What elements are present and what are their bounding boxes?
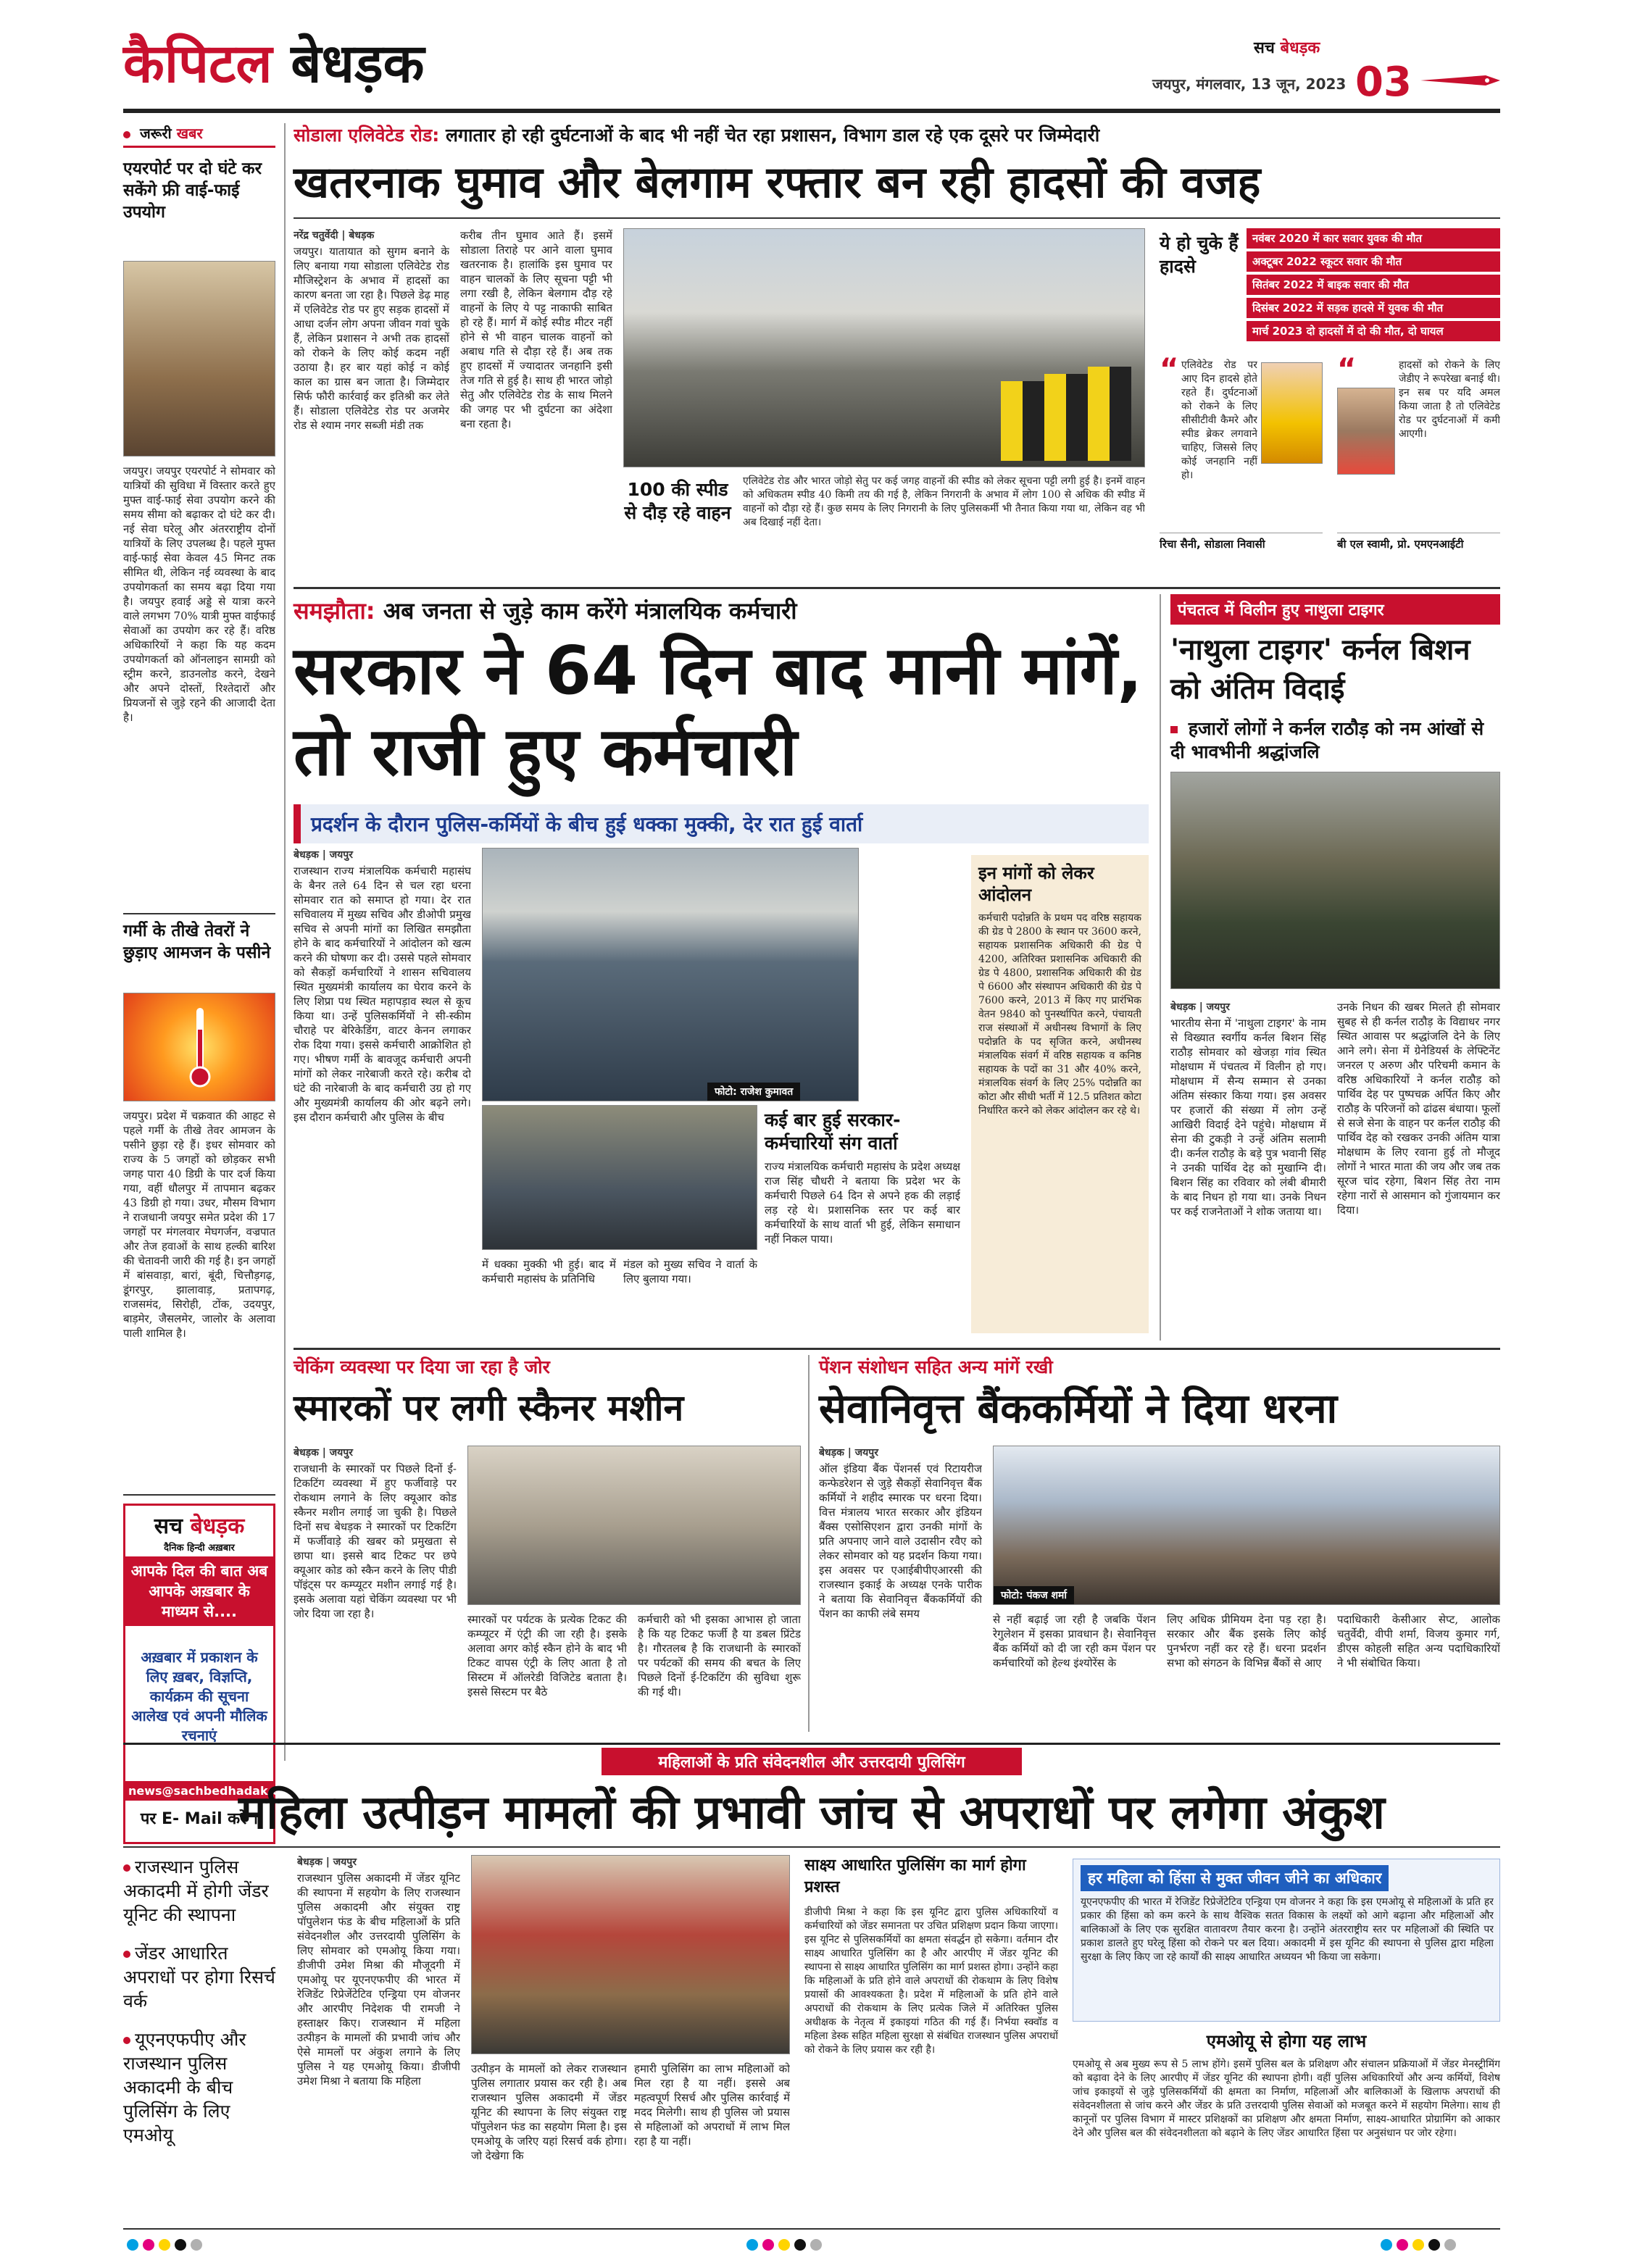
story6-rule: [123, 1846, 1500, 1848]
quote2-name: बी एल स्वामी, प्रो. एमएनआईटी: [1337, 533, 1500, 551]
quote2-block: [1337, 353, 1500, 576]
story5-col2: से नहीं बढ़ाई जा रही है जबकि पेंशन रेगुलेशन में इसका प्रावधान है। सेवानिवृत्त बैंक कर्मियों को दी जा रही कम पेंशन पर कर्मचारियों को हेल्थ इंश्योरेंस के: [993, 1613, 1156, 1669]
brand-small-1: सच: [1254, 39, 1275, 57]
brand-small-2: बेधड़क: [1280, 39, 1320, 57]
quote-mark-icon: “: [1160, 353, 1179, 386]
story5-col4: पदाधिकारी केसीआर सेप्ट, आलोक चतुर्वेदी, वीपी शर्मा, विजय कुमार गर्ग, डीएस कोहली सहित अन्य पदाधिकारियों ने भी संबोधित किया।: [1337, 1613, 1500, 1669]
story3-kicker: पंचतत्व में विलीन हुए नाथुला टाइगर: [1170, 594, 1500, 625]
story4-headline: स्मारकों पर लगी स्कैनर मशीन: [294, 1387, 684, 1429]
story1-headline: खतरनाक घुमाव और बेलगाम रफ्तार बन रही हादसों की वजह: [294, 157, 1261, 208]
bullet-icon: [123, 2037, 130, 2044]
story3: [1170, 594, 1500, 1341]
story2-col3: मंडल को मुख्य सचिव ने वार्ता के लिए बुलाया गया।: [623, 1258, 757, 1285]
heat-headline: गर्मी के तीखे तेवरों ने छुड़ाए आमजन के पसीने: [123, 922, 271, 962]
ad-cta: पर E- Mail करें ।: [140, 1810, 259, 1828]
quote1-block: [1160, 353, 1323, 576]
quote1-photo: [1261, 362, 1323, 464]
story6-byline: बेधड़क | जयपुर: [297, 1856, 357, 1868]
registration-dots-right: [1381, 2239, 1460, 2254]
accident-item: मार्च 2023 दो हादसों में दो की मौत, दो घायल: [1247, 321, 1500, 341]
ad-brand-2: बेधड़क: [190, 1514, 245, 1539]
story5-kicker: पेंशन संशोधन सहित अन्य मांगें रखी: [819, 1356, 1053, 1377]
thermometer-icon: [189, 1008, 211, 1088]
story3-subhead: [1170, 717, 1500, 764]
quote1-text: एलिवेटेड रोड पर आए दिन हादसे होते रहते हैं। दुर्घटनाओं को रोकने के लिए सीसीटीवी कैमरे और स्पीड ब्रेकर लगवाने चाहिए, जिससे लिए कोई जनहानि नहीं हो।: [1181, 359, 1257, 481]
story1-photo-badge: 100 की स्पीड से दौड़ रहे वाहन: [624, 479, 731, 523]
story5-headline: सेवानिवृत्त बैंककर्मियों ने दिया धरना: [819, 1385, 1338, 1433]
accidents-list: [1247, 228, 1500, 344]
divider-left-2: [123, 1494, 275, 1496]
demands-body: कर्मचारी पदोन्नति के प्रथम पद वरिष्ठ सहायक की ग्रेड पे 2800 के स्थान पर 3600 करने, सहायक प्रशासनिक अधिकारी की ग्रेड पे 4200, अतिरिक्त प्रशासनिक अधिकारी की ग्रेड पे 4800, प्रशासनिक अधिकारी की ग्रेड पे 6600 और संस्थापन अधिकारी की ग्रेड पे 7600 करने, 2013 में किए गए प्रारंभिक वेतन 9840 को पुनर्स्थापित करने, पंचायती राज संस्थाओं में अधीनस्थ विभागों के लिए पदोन्नति के पद सृजित करने, अधीनस्थ मंत्रालयिक संवर्ग में वरिष्ठ सहायक व कनिष्ठ सहायक के पदों का 31 और 40% करने, मंत्रालयिक संवर्ग के लिए 25% पदोन्नति का कोटा और सीधी भर्ती में 12.5 प्रतिशत कोटा निर्धारित करने को लेकर आंदोलन कर रहे थे।: [978, 912, 1141, 1117]
section-label: [123, 123, 275, 148]
masthead-rule: [123, 109, 1500, 113]
logo-part2: बेधड़क: [291, 33, 425, 95]
story6-col1: [297, 1855, 460, 2217]
ad-line2: अख़बार में प्रकाशन के लिए ख़बर, विज्ञप्ति, कार्यक्रम की सूचना आलेख एवं अपनी मौलिक रचनाएं: [131, 1648, 267, 1744]
story5-col3: लिए अधिक प्रीमियम देना पड़ रहा है। सरकार और बैंक इसके लिए कोई पुनर्भरण नहीं कर रहे हैं। धरना प्रदर्शन सभा को संगठन के विभिन्न बैंकों से आए: [1167, 1613, 1326, 1669]
story2-col1: [294, 848, 471, 1333]
story1-body-col1: जयपुर। यातायात को सुगम बनाने के लिए बनाया गया सोडाला एलिवेटेड रोड मौजिस्ट्रेशन के अभाव में हादसों का कारण बनता जा रहा है। पिछले डेढ़ माह में एलिवेटेड रोड पर हुए सड़क हादसों में आधा दर्जन लोग अपना जीवन गवां चुके हैं, लेकिन प्रशासन ने अभी तक हादसों को रोकने के लिए कोई कदम नहीं उठाया है। हर बार यहां कोई न कोई काल का ग्रास बन जाता है। जिम्मेदार सिर्फ फौरी कार्रवाई कर इतिश्री कर लेते हैं। सोडाला एलिवेटेड रोड पर अजमेर रोड से श्याम नगर सब्जी मंडी तक: [294, 245, 449, 432]
registration-dot-icon: [1412, 2239, 1424, 2251]
registration-dot-icon: [1428, 2239, 1440, 2251]
story2-subhead: प्रदर्शन के दौरान पुलिस-कर्मियों के बीच हुई धक्का मुक्की, देर रात हुई वार्ता: [294, 804, 1149, 843]
evidence-headline: साक्ष्य आधारित पुलिसिंग का मार्ग होगा प्रशस्त: [804, 1856, 1026, 1896]
story5-col1: [819, 1446, 982, 1725]
demands-box: [971, 855, 1149, 1333]
story6-bullet-item: राजस्थान पुलिस अकादमी में होगी जेंडर यूनिट की स्थापना: [123, 1856, 269, 1925]
section-bullet-icon: [123, 131, 130, 138]
story6-headline: महिला उत्पीड़न मामलों की प्रभावी जांच से अपराधों पर लगेगा अंकुश: [238, 1786, 1385, 1840]
story4-right-divider: [808, 1355, 810, 1732]
story3-col2: उनके निधन की खबर मिलते ही सोमवार सुबह से ही कर्नल राठौड़ के विद्याधर नगर स्थित आवास पर श्रद्धांजलि देने के लिए आने लगे। सेना में ग्रेनेडियर्स के लेफ्टिनेंट जनरल ए अरुण और परिचमी कमान के वरिष्ठ अधिकारियों ने कर्नल राठौड़ को पार्थिव देह पर पुष्पचक्र अर्पित किए और राठौड़ के परिजनों को ढांढस बंधाया। फूलों से सजे सेना के वाहन पर कर्नल राठौड़ की पार्थिव देह को रखकर उनकी अंतिम यात्रा मोक्षधाम के लिए रवाना हुई तो मौजूद लोगों ने भारत माता की जय और जब तक सूरज चांद रहेगा, बिशन सिंह तेरा नाम रहेगा नारों से आसमान को गुंजायमान कर दिया।: [1337, 1001, 1500, 1217]
mou-body: एमओयू से अब मुख्य रूप से 5 लाभ होंगे। इसमें पुलिस बल के प्रशिक्षण और संचालन प्रक्रियाओं में जेंडर मेनस्ट्रीमिंग को बढ़ावा देने के लिए आरपीए में जेंडर यूनिट की स्थापना होगी। वहीं पुलिस अधिकारियों और अन्य कर्मियों, विशेष जांच इकाइयों से जुड़े पुलिसकर्मियों की क्षमता का निर्माण, महिलाओं और बालिकाओं के खिलाफ अपराधों की संवेदनशीलता से जांच करने और जेंडर के प्रति उत्तरदायी पुलिस सेवाओं को मजबूत करने में सहयोग मिलेगा। साथ ही कानूनों पर पुलिस विभाग में मास्टर प्रशिक्षकों का प्रशिक्षण और क्षमता निर्माण, साक्ष्य-आधारित प्रोग्रामिंग को आकार देने और पुलिस बल की संवेदनशीलता को बढ़ाने के लिए जेंडर आधारित हिंसा पर अनुसंधान पर जोर रहेगा।: [1073, 2059, 1500, 2139]
story4-col2: स्मारकों पर पर्यटक के प्रत्येक टिकट की कम्प्यूटर में एंट्री की जा रही है। इसके अलावा अगर कोई स्कैन होने के बाद भी टिकट वापस एंट्री के लिए आता है तो सिस्टम में ऑलरेडी विजिटेड बताता है। इससे सिस्टम पर बैठे: [467, 1613, 627, 1698]
registration-dot-icon: [778, 2239, 790, 2251]
registration-dot-icon: [1397, 2239, 1408, 2251]
subhead-bullet-icon: [1170, 726, 1178, 733]
story3-photo: [1170, 772, 1500, 989]
ad-tagline: दैनिक हिन्दी अख़बार: [164, 1543, 235, 1554]
story3-headline: 'नाथुला टाइगर' कर्नल बिशन को अंतिम विदाई: [1170, 633, 1470, 706]
wifi-headline: एयरपोर्ट पर दो घंटे कर सकेंगे फ्री वाई-फाई उपयोग: [123, 159, 262, 222]
story1-col2: करीब तीन घुमाव आते हैं। इसमें सोडाला तिराहे पर आने वाला घुमाव खतरनाक है। हालांकि इस घुमाव पर वाहन चालकों के लिए सूचना पट्टी भी लगा रखी है, लेकिन बेलगाम दौड़ रहे वाहनों के लिए ये पट्ट नाकाफी साबित हो रहे हैं। मार्ग में कोई स्पीड मीटर नहीं होने से भी वाहन चालक वाहनों को अबाध गति से दौड़ा रहे हैं। अब तक हुए हादसों में ज्यादातर जनहानि इसी तेज गति से हुई है। साथ ही भारत जोड़ो सेतु और एलिवेटेड रोड के साथ मिलने की जगह पर भी दुर्घटना का अंदेशा बना रहता है।: [460, 229, 612, 430]
story1-rule: [294, 217, 1500, 219]
masthead-logo: [123, 29, 424, 99]
quote-mark-icon: “: [1337, 353, 1357, 386]
story4-body-col1: राजधानी के स्मारकों पर पिछले दिनों ई- टिकटिंग व्यवस्था में हुए फर्जीवाड़े पर रोकथाम लगाने के लिए क्यूआर कोड स्कैनर मशीन लगाई जा चुकी है। पिछले दिनों सच बेधड़क ने स्मारकों पर टिकटिंग में फर्जीवाड़े की खबर को प्रमुखता से छापा था। इससे बाद टिकट पर छपे क्यूआर कोड को स्कैन करने के लिए पीडी पॉइंट्स पर कम्प्यूटर मशीन लगाई गई है। इसके अलावा यहां चेकिंग व्यवस्था पर भी जोर दिया जा रहा है।: [294, 1462, 457, 1620]
story2-bottom-rule: [294, 1348, 1500, 1350]
logo-part1: कैपिटल: [123, 33, 272, 95]
story5-photo: [993, 1446, 1500, 1605]
story2-col2: में धक्का मुक्की भी हुई। बाद में कर्मचारी महासंघ के प्रतिनिधि: [482, 1258, 616, 1285]
story2-right-divider: [1160, 594, 1161, 1341]
story1: [294, 123, 1500, 587]
story3-byline: बेधड़क | जयपुर: [1170, 1001, 1230, 1013]
story4-kicker: चेकिंग व्यवस्था पर दिया जा रहा है जोर: [294, 1356, 550, 1377]
masthead-brand-small: [1254, 36, 1320, 58]
story5-photo-credit: फोटो: पंकज शर्मा: [994, 1586, 1074, 1604]
registration-dots-center: [746, 2239, 826, 2254]
evidence-body: डीजीपी मिश्रा ने कहा कि इस यूनिट द्वारा पुलिस अधिकारियों व कर्मचारियों को जेंडर समानता पर उचित प्रशिक्षण प्रदान किया जाएगा। इस यूनिट से पुलिसकर्मियों का क्षमता संवर्द्धन हो सकेगा। वर्तमान दौर साक्ष्य आधारित पुलिसिंग का है और आरपीए में जेंडर यूनिट की स्थापना से साक्ष्य आधारित पुलिसिंग का मार्ग प्रशस्त होगा। उन्होंने कहा कि महिलाओं के प्रति होने वाले अपराधों की रोकथाम के लिए विशेष प्रयासों की आवश्यकता है। प्रदेश में महिलाओं के प्रति होने वाले अपराधों की रोकथाम के लिए प्रत्येक जिले में अतिरिक्त पुलिस अधीक्षक के नेतृत्व में इकाइयां गठित की गई हैं। निर्भया स्क्वॉड व महिला डेस्क सहित महिला सुरक्षा से संबंधित राजस्थान पुलिस अपराधों को रोकने के लिए प्रयास कर रही है।: [804, 1906, 1058, 2056]
heat-photo: [123, 993, 275, 1101]
story2-byline: बेधड़क | जयपुर: [294, 849, 353, 861]
rights-box-title: हर महिला को हिंसा से मुक्त जीवन जीने का अधिकार: [1081, 1865, 1389, 1891]
story3-subhead-text: हजारों लोगों ने कर्नल राठौड़ को नम आंखों से दी भावभीनी श्रद्धांजलि: [1170, 718, 1484, 762]
accident-item: दिसंबर 2022 में सड़क हादसे में युवक की मौत: [1247, 298, 1500, 318]
talks-headline: कई बार हुई सरकार-कर्मचारियों संग वार्ता: [765, 1109, 901, 1154]
story1-photo: [623, 228, 1145, 467]
ad-brand: [125, 1510, 273, 1540]
pen-nib-icon: [1420, 72, 1500, 88]
heat-body: जयपुर। प्रदेश में चक्रवात की आहट से पहले गर्मी के तीखे तेवर आमजन के पसीने छुड़ा रहे हैं। इधर सोमवार को राज्य के 5 जगहों को छोड़कर सभी जगह पारा 40 डिग्री के पार दर्ज किया गया, वहीं धौलपुर में तापमान बढ़कर 43 डिग्री हो गया। उधर, मौसम विभाग ने राजधानी जयपुर समेत प्रदेश की 17 जगहों पर मंगलवार मेघगर्जन, वज्रपात और तेज हवाओं के साथ हल्की बारिश की चेतावनी जारी की गई है। इन जगहों में बांसवाड़ा, बारां, बूंदी, चित्तौड़गढ़, डूंगरपुर, झालावाड़, प्रतापगढ़, राजसमंद, सिरोही, टोंक, उदयपुर, बाड़मेर, जैसलमेर, जालोर के अलावा पाली शामिल है।: [123, 1109, 275, 1340]
story1-byline-name: नरेंद्र चतुर्वेदी: [294, 230, 338, 241]
story3-col1: [1170, 1000, 1326, 1333]
story1-bottom-rule: [294, 587, 1500, 589]
registration-dot-icon: [143, 2239, 154, 2251]
story3-body-col1: भारतीय सेना में 'नाथुला टाइगर' के नाम से विख्यात स्वर्गीय कर्नल बिशन सिंह राठौड़ सोमवार को खेजड़ा गांव स्थित मोक्षधाम में पंचतत्व में विलीन हो गए। मोक्षधाम में सैन्य सम्मान से उनका अंतिम संस्कार किया गया। इस अवसर पर हजारों की संख्या में लोग उन्हें आखिरी विदाई देने पहुंचे। मोक्षधाम में सेना की टुकड़ी ने उन्हें अंतिम सलामी दी। कर्नल राठौड़ के बड़े पुत्र भवानी सिंह ने उनकी पार्थिव देह को मुखाग्नि दी। बिशन सिंह का रविवार को लंबी बीमारी के बाद निधन हो गया था। उनके निधन पर कई राजनेताओं ने शोक जताया था।: [1170, 1017, 1326, 1218]
rights-box-body: यूएनएफपीए की भारत में रेजिडेंट रिप्रेजेंटेटिव एन्ड्रिया एम वोजनर ने कहा कि इस एमओयू से महिलाओं के प्रति हर प्रकार की हिंसा को कम करने के साथ वैश्विक सतत विकास के लक्ष्यों को आगे बढ़ाना और महिलाओं और बालिकाओं के लिए एक सुरक्षित वातावरण तैयार करना है। उन्होंने अंतरराष्ट्रीय स्तर पर महिलाओं की स्थिति पर प्रकाश डालते हुए घरेलू हिंसा को रोकने पर बल दिया। अकादमी में इस यूनिट की स्थापना से पुलिस द्वारा महिला सुरक्षा के लिए किए जा रहे कार्यों की साक्ष्य आधारित अध्ययन भी किया जा सकेगा।: [1081, 1896, 1494, 1963]
section-label-2: खबर: [176, 125, 203, 142]
page-number: 03: [1355, 59, 1412, 106]
rights-box: [1073, 1859, 1500, 2022]
registration-dot-icon: [175, 2239, 186, 2251]
story1-photo-caption: एलिवेटेड रोड और भारत जोड़ो सेतु पर कई जगह वाहनों की स्पीड को लेकर सूचना पट्टी लगी हुई है। इनमें वाहन को अधिकतम स्पीड 40 किमी तय की गई है, लेकिन निगरानी के अभाव में लोग 100 से अधिक की स्पीड में वाहनों को दौड़ा रहे हैं। कुछ समय के लिए निगरानी के लिए पुलिसकर्मी भी तैनात किया गया था, लेकिन वह भी अब दिखाई नहीं देता।: [743, 475, 1145, 528]
story2-kicker: [294, 594, 1149, 628]
ad-email[interactable]: news@sachbedhadak.com: [125, 1781, 273, 1801]
accidents-title: ये हो चुके हैं हादसे: [1160, 233, 1239, 277]
story1-kicker: [294, 123, 1500, 148]
story2-headline: सरकार ने 64 दिन बाद मानी मांगें, तो राजी हुए कर्मचारी: [294, 632, 1143, 791]
registration-dot-icon: [1381, 2239, 1392, 2251]
story1-kicker-rest: लगातार हो रही दुर्घटनाओं के बाद भी नहीं चेत रहा प्रशासन, विभाग डाल रहे एक दूसरे पर जिम्मेदारी: [445, 125, 1100, 146]
bullet-icon: [123, 1951, 130, 1958]
story2-body-col1: राजस्थान राज्य मंत्रालयिक कर्मचारी महासंघ के बैनर तले 64 दिन से चल रहा धरना सोमवार रात को समाप्त हो गया। देर रात सचिवालय में मुख्य सचिव और डीओपी प्रमुख सचिव से अपनी मांगों का लिखित समझौता होने के बाद कर्मचारियों ने आंदोलन को खत्म करने की घोषणा कर दी। उससे पहले सोमवार को सैकड़ों कर्मचारियों ने शासन सचिवालय स्थित मुख्यमंत्री कार्यालय का घेराव करने के लिए शिप्रा पथ स्थित महापड़ाव स्थल से कूच किया था। उन्हें पुलिसकर्मियों ने सी-स्कीम चौराहे पर बेरिकेडिंग, वाटर केनन लगाकर रोक दिया गया। इससे कर्मचारी आक्रोशित हो गए। भीषण गर्मी के बावजूद कर्मचारी अपनी मांगों को लेकर नारेबाजी करते रहे। करीब दो घंटे की नारेबाजी के बाद कर्मचारी उग्र हो गए और मुख्यमंत्री कार्यालय की ओर बढ़ने लगे। इस दौरान कर्मचारी और पुलिस के बीच: [294, 864, 471, 1124]
registration-dot-icon: [1444, 2239, 1456, 2251]
registration-dots-left: [127, 2239, 207, 2254]
story2-photo-main: [482, 848, 859, 1101]
story6-bullets: [123, 1855, 283, 2161]
registration-dot-icon: [810, 2239, 822, 2251]
story1-byline: नरेंद्र चतुर्वेदी | बेधड़क: [294, 230, 375, 241]
story1-col1: [294, 228, 449, 576]
story4-col1: [294, 1446, 457, 1725]
section-label-1: जरूरी: [139, 125, 172, 142]
masthead-date: जयपुर, मंगलवार, 13 जून, 2023: [1152, 75, 1347, 93]
story4-photo: [467, 1446, 801, 1605]
story6-bullet-item: यूएनएफपीए और राजस्थान पुलिस अकादमी के बीच पुलिसिंग के लिए एमओयू: [123, 2029, 246, 2146]
registration-dot-icon: [127, 2239, 138, 2251]
registration-dot-icon: [794, 2239, 806, 2251]
story6-bullet-item: जेंडर आधारित अपराधों पर होगा रिसर्च वर्क: [123, 1943, 275, 2011]
story6-kicker: महिलाओं के प्रति संवेदनशील और उत्तरदायी पुलिसिंग: [602, 1748, 1022, 1775]
accident-item: सितंबर 2022 में बाइक सवार की मौत: [1247, 275, 1500, 295]
registration-dot-icon: [159, 2239, 170, 2251]
footer-rule: [123, 2228, 1500, 2230]
ad-brand-1: सच: [154, 1514, 183, 1539]
barrier-graphic: [1001, 352, 1139, 461]
quote2-text: हादसों को रोकने के लिए जेडीए ने रूपरेखा बनाई थी। इन सब पर यदि अमल किया जाता है तो एलिवेटेड रोड पर दुर्घटनाओं में कमी आएगी।: [1399, 359, 1500, 440]
story4-col3: कर्मचारी को भी इसका आभास हो जाता है कि यह टिकट फर्जी है या डबल प्रिंटेड है। गौरतलब है कि राजधानी के स्मारकों पर पर्यटकों की समय की बचत के लिए पिछले दिनों ई-टिकटिंग की सुविधा शुरू की गई थी।: [638, 1613, 801, 1698]
registration-dot-icon: [191, 2239, 202, 2251]
divider-left-1: [123, 913, 275, 914]
story2-photo-inset: [482, 1105, 757, 1250]
wifi-body: जयपुर। जयपुर एयरपोर्ट ने सोमवार को यात्रियों की सुविधा में विस्तार करते हुए मुफ्त वाई-फाई सेवा उपयोग करने की समय सीमा को बढ़ाकर दो घंटे कर दी। नई सेवा घरेलू और अंतरराष्ट्रीय दोनों यात्रियों के लिए उपलब्ध है। पहले मुफ्त वाई-फाई सेवा केवल 45 मिनट तक सीमित थी, लेकिन नई व्यवस्था के बाद उपयोगकर्ता का समय बढ़ा दिया गया है। जयपुर हवाई अड्डे से यात्रा करने वाले लगभग 70% यात्री मुफ्त वाईफाई सेवाओं का उपयोग कर रहे हैं। वरिष्ठ अधिकारियों ने कहा कि यह कदम उपयोगकर्ता को ऑनलाइन सामग्री को स्ट्रीम करने, डाउनलोड करने, देखने और अपने दोस्तों, रिश्तेदारों और प्रियजनों से जुड़े रहने की आजादी देता है।: [123, 464, 275, 724]
story1-byline-org: बेधड़क: [349, 230, 375, 241]
quote1-name: रिचा सैनी, सोडाला निवासी: [1160, 533, 1323, 551]
story5: [819, 1355, 1500, 1732]
registration-dot-icon: [746, 2239, 758, 2251]
accident-item: अक्टूबर 2022 स्कूटर सवार की मौत: [1247, 251, 1500, 272]
story6-kicker-bar: [123, 1743, 1500, 1775]
story6-col3: हमारी पुलिसिंग का लाभ महिलाओं को मिल रहा है या नहीं। इससे अब महत्वपूर्ण रिसर्च और पुलिस कार्रवाई में मदद मिलेगी। साथ ही पुलिस जो प्रयास से महिलाओं को अपराधों में लाभ मिल रहा है या नहीं।: [634, 2062, 790, 2148]
story2-kicker-rest: अब जनता से जुड़े काम करेंगे मंत्रालयिक कर्मचारी: [383, 597, 797, 625]
story4: [294, 1355, 801, 1732]
story5-body-col1: ऑल इंडिया बैंक पेंशनर्स एवं रिटायरीज कन्फेडरेशन से जुड़े सैकड़ों सेवानिवृत्त बैंक कर्मियों ने शहीद स्मारक पर धरना दिया। वित्त मंत्रालय भारत सरकार और इंडियन बैंक्स एसोसिएशन द्वारा उनकी मांगों के प्रति अपनाए जाने वाले उदासीन रवैए को लेकर सोमवार को यह प्रदर्शन किया गया। इस अवसर पर एआईबीपीएआरसी की राजस्थान इकाई के अध्यक्ष एनके पारीक ने बताया कि सेवानिवृत्त बैंककर्मियों की पेंशन का काफी लंबे समय: [819, 1462, 982, 1620]
wifi-photo: [123, 261, 275, 456]
story1-kicker-label: सोडाला एलिवेटेड रोड:: [294, 125, 440, 146]
ad-line1: आपके दिल की बात अब आपके अख़बार के माध्यम से....: [125, 1556, 273, 1626]
story4-byline: बेधड़क | जयपुर: [294, 1447, 353, 1459]
story6-body-col1: राजस्थान पुलिस अकादमी में जेंडर यूनिट की स्थापना में सहयोग के लिए राजस्थान पुलिस अकादमी और संयुक्त राष्ट्र पॉपुलेशन फंड के बीच महिलाओं के प्रति संवेदनशील और उत्तरदायी पुलिसिंग के लिए सोमवार को एमओयू किया गया। डीजीपी उमेश मिश्रा की मौजूदगी में एमओयू पर यूएनएफपीए की भारत में रेजिडेंट रिप्रेजेंटेटिव एन्ड्रिया एम वोजनर और आरपीए निदेशक पी रामजी ने हस्ताक्षर किए। राजस्थान में महिला उत्पीड़न के मामलों की प्रभावी जांच और ऐसे मामलों पर अंकुश लगाने के लिए पुलिस ने यह एमओयू किया। डीजीपी उमेश मिश्रा ने बताया कि महिला: [297, 1872, 460, 2088]
talks-body: राज्य मंत्रालयिक कर्मचारी महासंघ के प्रदेश अध्यक्ष राज सिंह चौधरी ने बताया कि प्रदेश भर के कर्मचारी पिछले 64 दिन से अपने हक की लड़ाई लड़ रहे थे। प्रशासनिक स्तर पर कई बार कर्मचारियों के साथ वार्ता भी हुई, लेकिन समाधान नहीं निकल पाया।: [765, 1160, 960, 1246]
story6-photo: [471, 1855, 790, 2054]
mou-headline: एमओयू से होगा यह लाभ: [1206, 2031, 1367, 2051]
left-column-divider: [284, 123, 286, 1761]
left-column: [123, 123, 299, 1828]
story6-col2: उत्पीड़न के मामलों को लेकर राजस्थान पुलिस लगातार प्रयास कर रही है। अब राजस्थान पुलिस अकादमी में जेंडर यूनिट की स्थापना के लिए संयुक्त राष्ट्र पॉपुलेशन फंड का सहयोग मिला है। इस एमओयू के जरिए यहां रिसर्च वर्क होगा। जो देखेगा कि: [471, 2062, 627, 2162]
story2-kicker-label: समझौता:: [294, 597, 375, 625]
story2: [294, 594, 1149, 1341]
story5-byline: बेधड़क | जयपुर: [819, 1447, 878, 1459]
bullet-icon: [123, 1864, 130, 1872]
story2-photo-credit: फोटो: राजेश कुमावत: [707, 1083, 800, 1101]
quote2-photo: [1337, 388, 1395, 475]
accident-item: नवंबर 2020 में कार सवार युवक की मौत: [1247, 228, 1500, 249]
demands-headline: इन मांगों को लेकर आंदोलन: [978, 863, 1094, 905]
registration-dot-icon: [762, 2239, 774, 2251]
